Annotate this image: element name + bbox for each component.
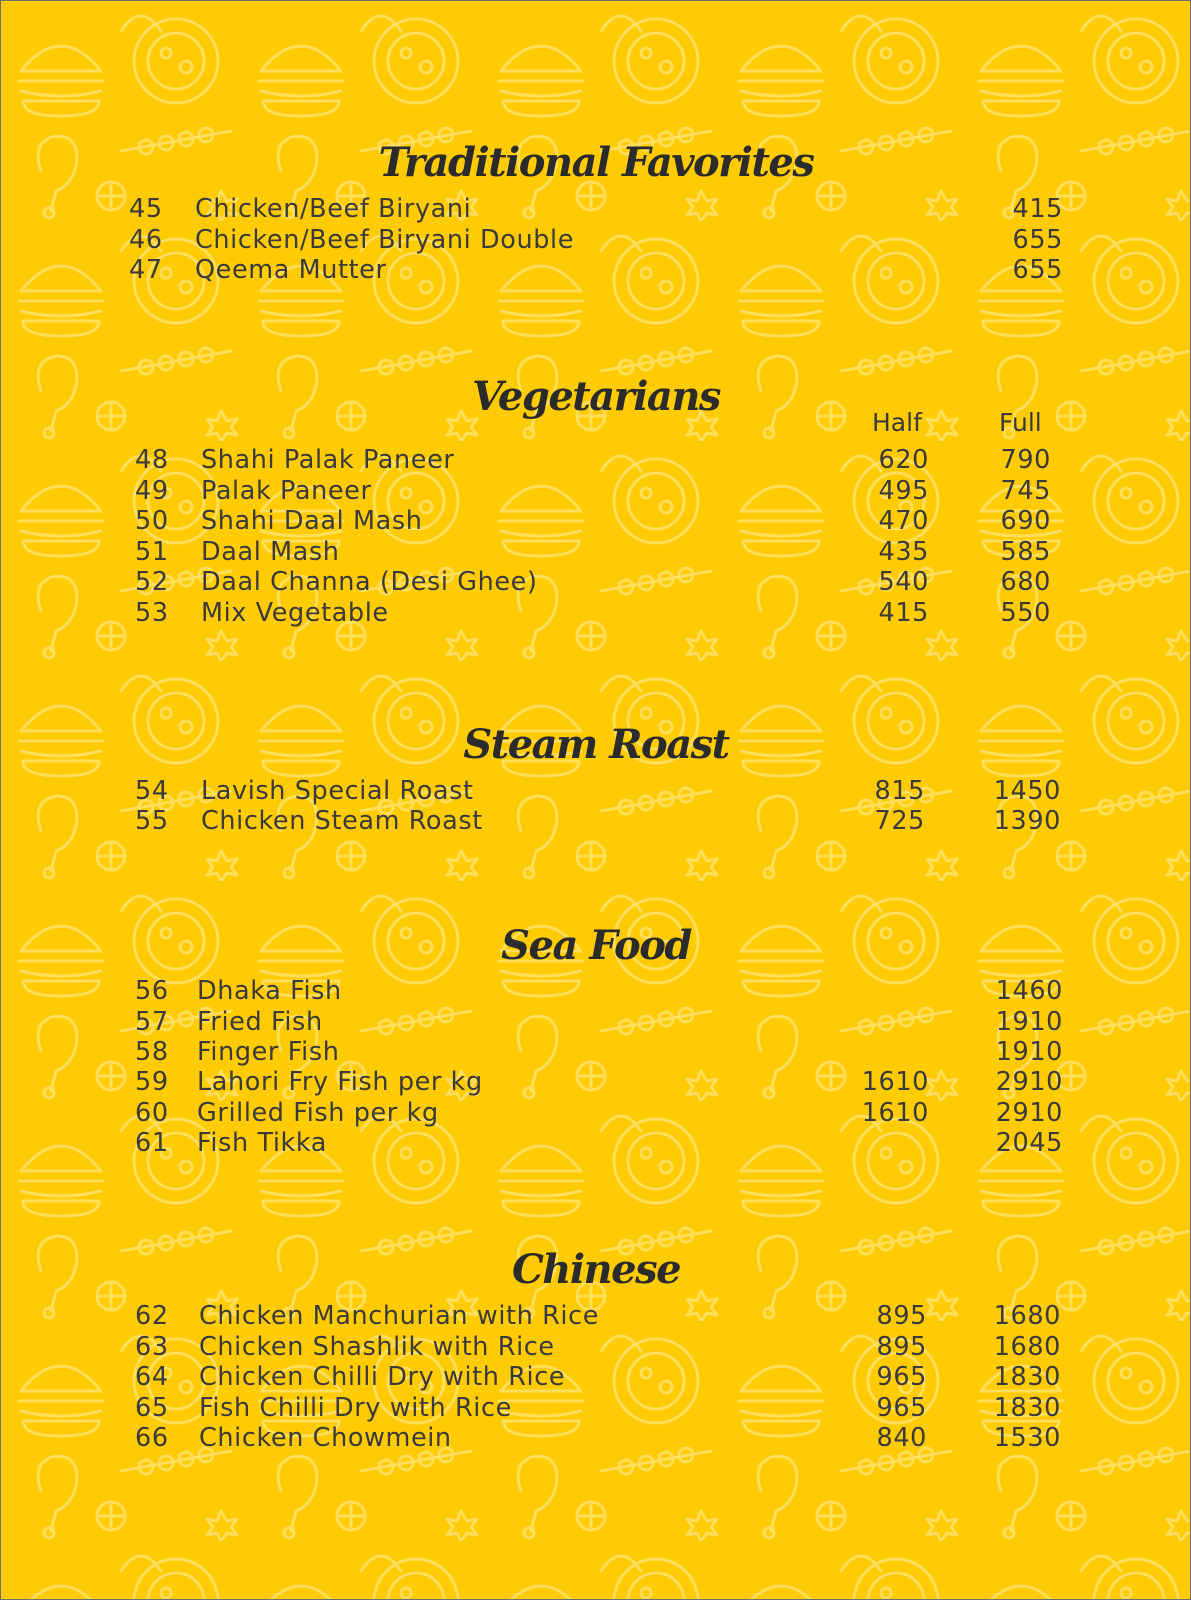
item-number: 66 xyxy=(135,1423,169,1453)
item-price-half: 965 xyxy=(876,1362,927,1392)
item-number: 56 xyxy=(135,976,169,1006)
menu-item-row xyxy=(1,445,1191,476)
item-price-full: 1830 xyxy=(993,1362,1061,1392)
item-price-full: 1530 xyxy=(993,1423,1061,1453)
item-number: 63 xyxy=(135,1332,169,1362)
item-name: Mix Vegetable xyxy=(201,598,389,628)
item-price-half: 540 xyxy=(878,567,929,597)
menu-item-row xyxy=(1,1393,1191,1424)
menu-item-row xyxy=(1,598,1191,629)
item-name: Fish Tikka xyxy=(197,1128,328,1158)
item-price-full: 690 xyxy=(1000,506,1051,536)
item-number: 64 xyxy=(135,1362,169,1392)
menu-item-row xyxy=(1,1067,1191,1098)
section-title-sea-food: Sea Food xyxy=(501,922,691,969)
item-name: Palak Paneer xyxy=(201,476,372,506)
item-number: 46 xyxy=(129,225,163,255)
item-name: Fish Chilli Dry with Rice xyxy=(199,1393,512,1423)
item-price-half: 495 xyxy=(878,476,929,506)
item-number: 58 xyxy=(135,1037,169,1067)
menu-item-row xyxy=(1,776,1191,807)
item-price-half: 725 xyxy=(874,806,925,836)
item-price-half: 1610 xyxy=(861,1098,929,1128)
item-price-full: 1910 xyxy=(995,1007,1063,1037)
item-price-full: 1460 xyxy=(995,976,1063,1006)
section-title-steam-roast: Steam Roast xyxy=(463,721,729,768)
item-price-half: 895 xyxy=(876,1332,927,1362)
column-header-full: Full xyxy=(999,408,1042,437)
menu-item-row xyxy=(1,1007,1191,1038)
menu-item-row xyxy=(1,255,1191,286)
menu-item-row xyxy=(1,1362,1191,1393)
menu-item-row xyxy=(1,1128,1191,1159)
item-price-half: 965 xyxy=(876,1393,927,1423)
item-price-full: 550 xyxy=(1000,598,1051,628)
item-name: Chicken Chilli Dry with Rice xyxy=(199,1362,566,1392)
item-price-half: 840 xyxy=(876,1423,927,1453)
item-number: 61 xyxy=(135,1128,169,1158)
item-number: 65 xyxy=(135,1393,169,1423)
item-name: Chicken Shashlik with Rice xyxy=(199,1332,555,1362)
item-price-full: 1390 xyxy=(993,806,1061,836)
item-price: 655 xyxy=(1012,225,1063,255)
item-number: 57 xyxy=(135,1007,169,1037)
item-price-half: 415 xyxy=(878,598,929,628)
item-name: Dhaka Fish xyxy=(197,976,342,1006)
menu-item-row xyxy=(1,476,1191,507)
menu-item-row xyxy=(1,194,1191,225)
item-number: 47 xyxy=(129,255,163,285)
item-price-full: 1450 xyxy=(993,776,1061,806)
item-price-half: 1610 xyxy=(861,1067,929,1097)
item-number: 51 xyxy=(135,537,169,567)
item-number: 62 xyxy=(135,1301,169,1331)
menu-item-row xyxy=(1,1037,1191,1068)
section-title-chinese: Chinese xyxy=(511,1246,681,1293)
item-price-full: 1830 xyxy=(993,1393,1061,1423)
item-price-full: 790 xyxy=(1000,445,1051,475)
item-number: 52 xyxy=(135,567,169,597)
menu-item-row xyxy=(1,506,1191,537)
item-price-half: 620 xyxy=(878,445,929,475)
item-number: 48 xyxy=(135,445,169,475)
item-number: 50 xyxy=(135,506,169,536)
item-price-half: 470 xyxy=(878,506,929,536)
item-price-full: 745 xyxy=(1000,476,1051,506)
item-number: 54 xyxy=(135,776,169,806)
item-name: Lavish Special Roast xyxy=(201,776,474,806)
item-number: 60 xyxy=(135,1098,169,1128)
item-price: 415 xyxy=(1012,194,1063,224)
menu-item-row xyxy=(1,806,1191,837)
item-price-half: 895 xyxy=(876,1301,927,1331)
item-number: 49 xyxy=(135,476,169,506)
item-name: Daal Mash xyxy=(201,537,340,567)
item-price-full: 1910 xyxy=(995,1037,1063,1067)
menu-item-row xyxy=(1,1423,1191,1454)
menu-item-row xyxy=(1,225,1191,256)
column-header-half: Half xyxy=(872,408,922,437)
item-name: Shahi Palak Paneer xyxy=(201,445,455,475)
section-title-traditional-favorites: Traditional Favorites xyxy=(378,139,814,186)
menu-item-row xyxy=(1,1098,1191,1129)
item-name: Lahori Fry Fish per kg xyxy=(197,1067,483,1097)
item-name: Fried Fish xyxy=(197,1007,323,1037)
item-price-full: 680 xyxy=(1000,567,1051,597)
item-number: 59 xyxy=(135,1067,169,1097)
item-price-half: 435 xyxy=(878,537,929,567)
menu-item-row xyxy=(1,537,1191,568)
item-price-full: 1680 xyxy=(993,1301,1061,1331)
section-title-vegetarians: Vegetarians xyxy=(472,373,720,420)
item-name: Shahi Daal Mash xyxy=(201,506,423,536)
item-price-full: 2045 xyxy=(995,1128,1063,1158)
item-name: Grilled Fish per kg xyxy=(197,1098,439,1128)
menu-item-row xyxy=(1,976,1191,1007)
item-number: 55 xyxy=(135,806,169,836)
item-price: 655 xyxy=(1012,255,1063,285)
item-name: Chicken Steam Roast xyxy=(201,806,483,836)
item-name: Chicken Manchurian with Rice xyxy=(199,1301,599,1331)
item-price-full: 585 xyxy=(1000,537,1051,567)
menu-item-row xyxy=(1,1301,1191,1332)
item-price-full: 1680 xyxy=(993,1332,1061,1362)
item-name: Chicken/Beef Biryani xyxy=(195,194,472,224)
item-name: Qeema Mutter xyxy=(195,255,387,285)
menu-item-row xyxy=(1,567,1191,598)
item-price-full: 2910 xyxy=(995,1098,1063,1128)
item-price-full: 2910 xyxy=(995,1067,1063,1097)
item-name: Finger Fish xyxy=(197,1037,340,1067)
menu-item-row xyxy=(1,1332,1191,1363)
item-name: Chicken Chowmein xyxy=(199,1423,452,1453)
item-number: 45 xyxy=(129,194,163,224)
item-name: Daal Channa (Desi Ghee) xyxy=(201,567,538,597)
item-name: Chicken/Beef Biryani Double xyxy=(195,225,575,255)
item-number: 53 xyxy=(135,598,169,628)
item-price-half: 815 xyxy=(874,776,925,806)
